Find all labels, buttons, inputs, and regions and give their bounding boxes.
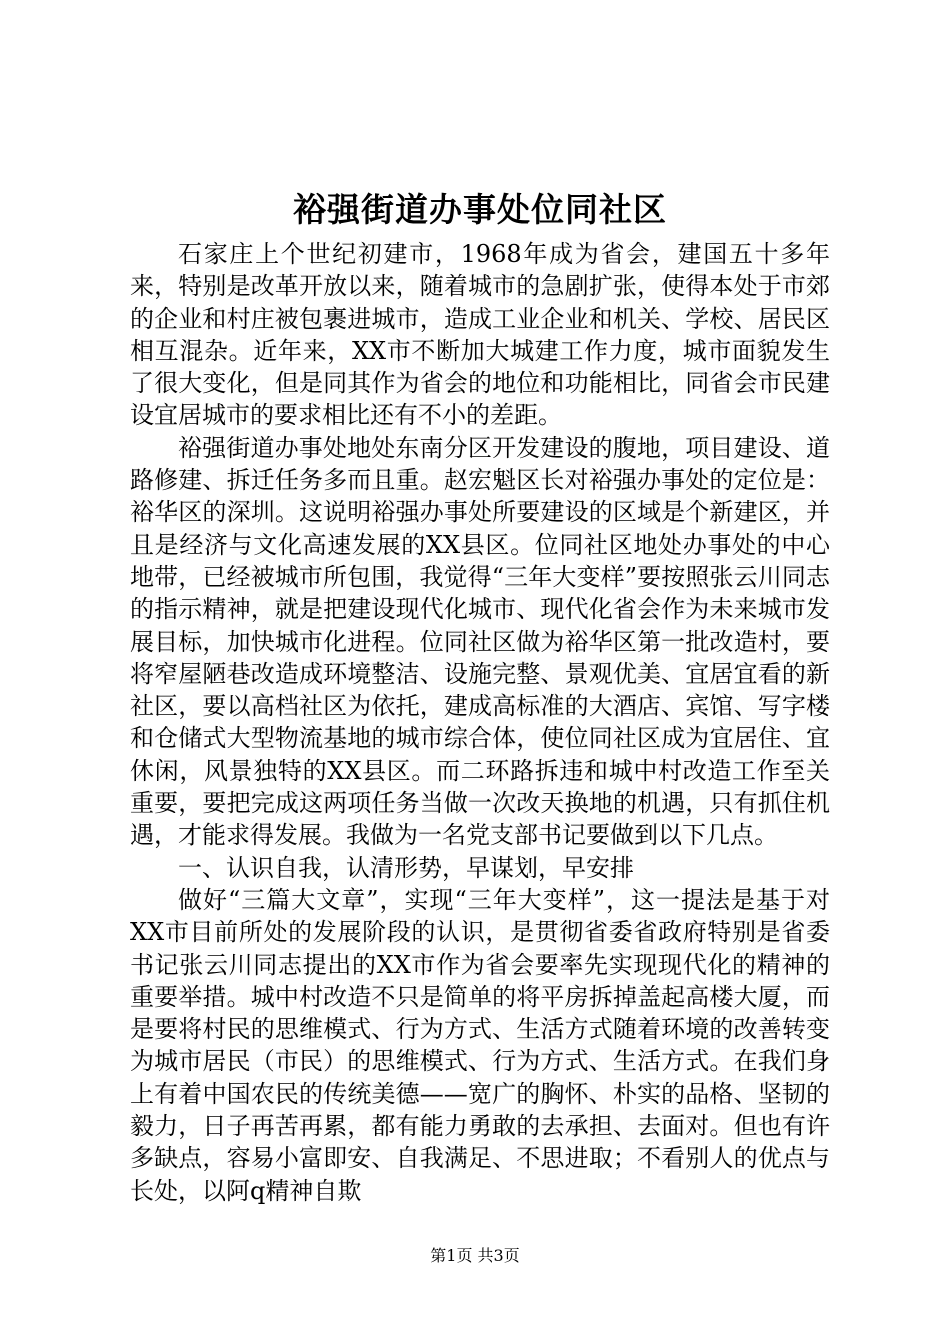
document-title: 裕强街道办事处位同社区 xyxy=(293,190,667,229)
document-body xyxy=(130,186,830,1207)
section-heading: 一、认识自我，认清形势，早谋划，早安排 xyxy=(178,853,634,882)
paragraph-3: 做好“三篇大文章”，实现“三年大变样”，这一提法是基于对XX市目前所处的发展阶段的认识，是贯彻省委省政府特别是省委书记张云川同志提出的XX市作为省会要率先实现现代化的精神的重要举措。城中村改造不只是简单的将平房拆掉盖起高楼大厦，而是要将村民的思维模式、行为方式、生活方式随着环境的改善转变为城市居民（市民）的思维模式、行为方式、生活方式。在我们身上有着中国农民的传统美德——宽广的胸怀、朴实的品格、坚韧的毅力，日子再苦再累，都有能力勇敢的去承担、去面对。但也有许多缺点，容易小富即安、自我满足、不思进取；不看别人的优点与长处，以阿q精神自欺 xyxy=(130,885,830,1205)
page-number-footer: 第1页 共3页 xyxy=(430,1246,520,1265)
paragraph-2: 裕强街道办事处地处东南分区开发建设的腹地，项目建设、道路修建、拆迁任务多而且重。赵宏魁区长对裕强办事处的定位是：裕华区的深圳。这说明裕强办事处所要建设的区域是个新建区，并且是经济与文化高速发展的XX县区。位同社区地处办事处的中心地带，已经被城市所包围，我觉得“三年大变样”要按照张云川同志的指示精神，就是把建设现代化城市、现代化省会作为未来城市发展目标，加快城市化进程。位同社区做为裕华区第一批改造村，要将窄屋陋巷改造成环境整洁、设施完整、景观优美、宜居宜看的新社区，要以高档社区为依托，建成高标准的大酒店、宾馆、写字楼和仓储式大型物流基地的城市综合体，使位同社区成为宜居住、宜休闲，风景独特的XX县区。而二环路拆违和城中村改造工作至关重要，要把完成这两项任务当做一次改天换地的机遇，只有抓住机遇，才能求得发展。我做为一名党支部书记要做到以下几点。 xyxy=(130,433,830,850)
paragraph-1: 石家庄上个世纪初建市，1968年成为省会，建国五十多年来，特别是改革开放以来，随着城市的急剧扩张，使得本处于市郊的企业和村庄被包裹进城市，造成工业企业和机关、学校、居民区相互混杂。近年来，XX市不断加大城建工作力度，城市面貌发生了很大变化，但是同其作为省会的地位和功能相比，同省会市民建设宜居城市的要求相比还有不小的差距。 xyxy=(130,240,830,430)
